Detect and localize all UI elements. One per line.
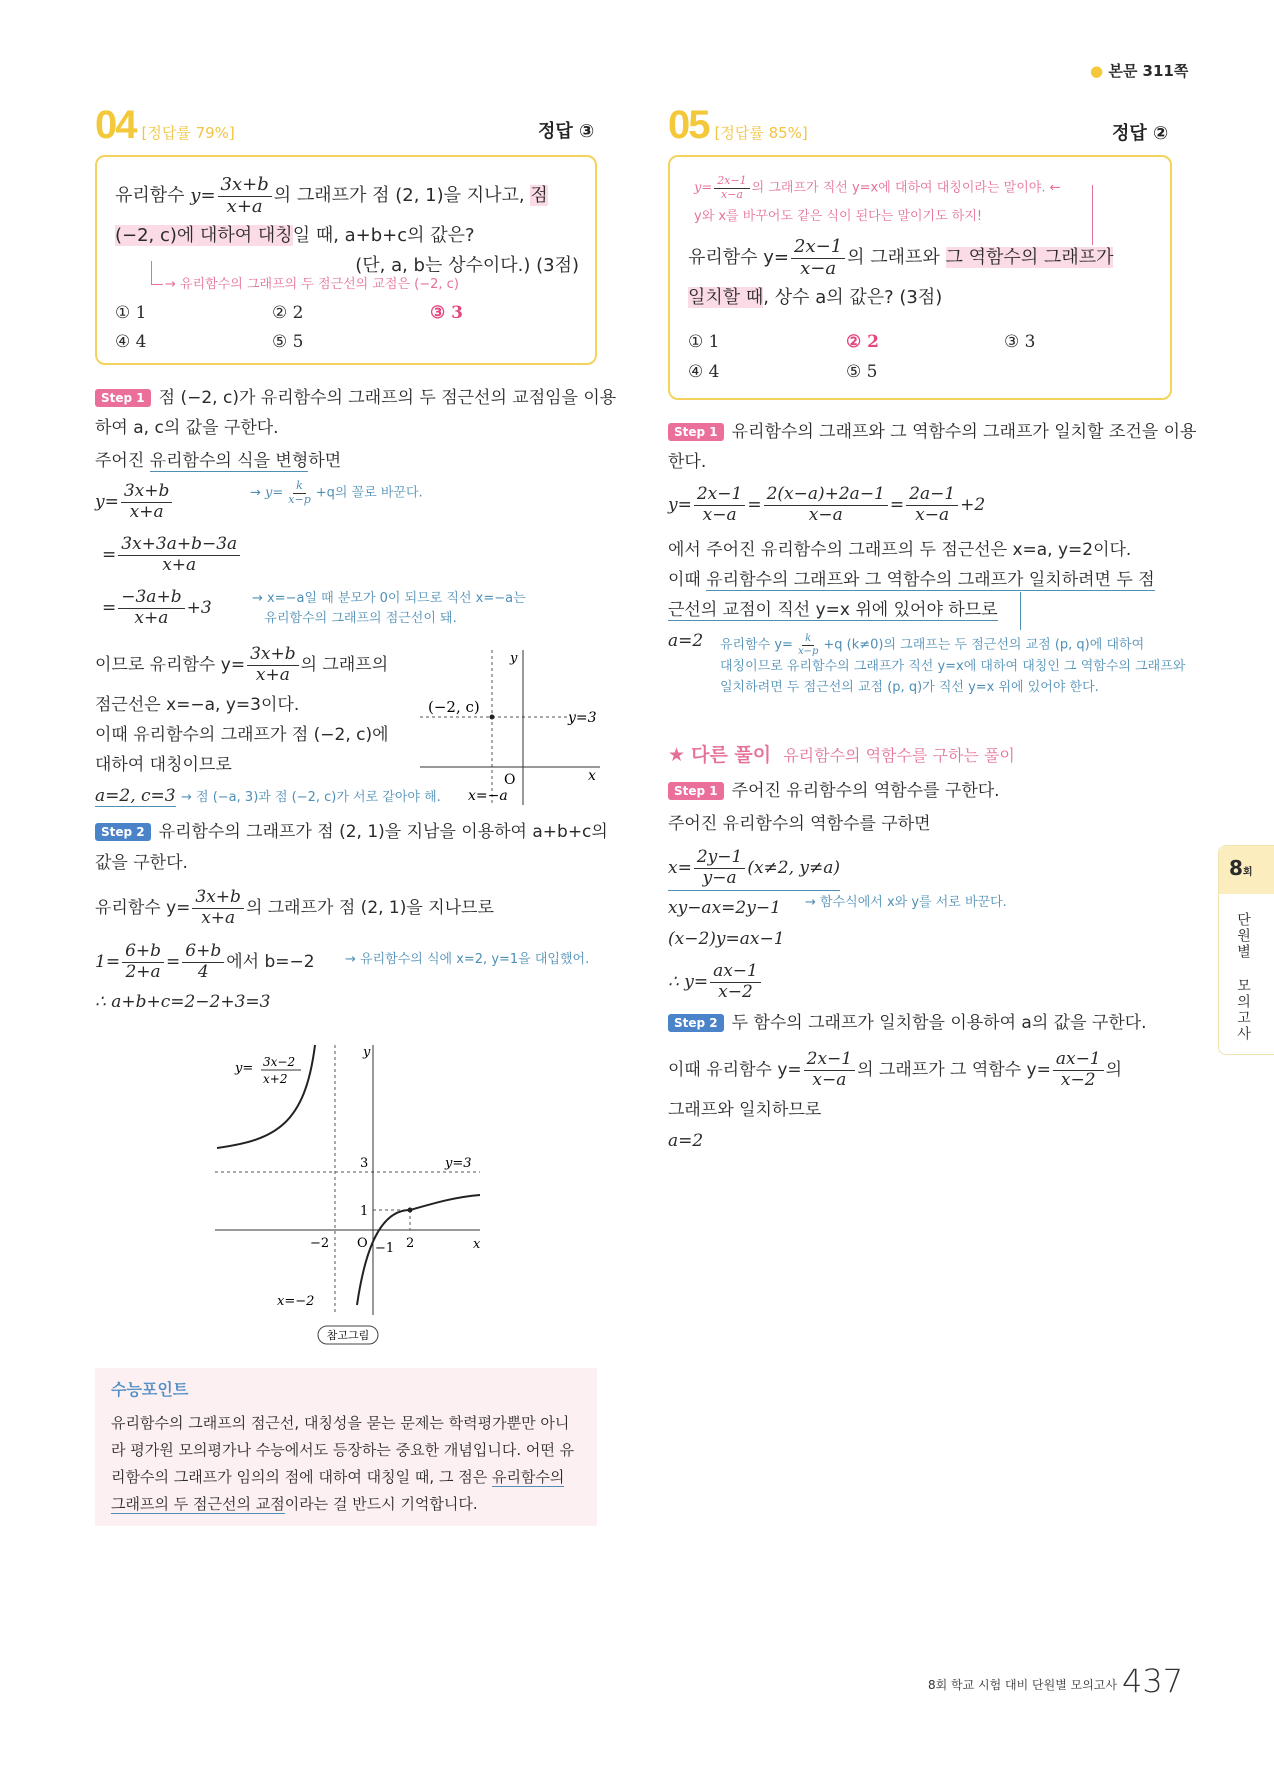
- sol04-line3: 점근선은 x=−a, y=3이다.: [95, 695, 300, 715]
- center-point: [490, 715, 495, 720]
- func-label: y=: [235, 1061, 254, 1076]
- correct-rate: [정답률 79%]: [141, 124, 235, 142]
- eq1: y= $\frac{3x+b}{x+a}$: [95, 482, 174, 522]
- alt-line4: (x−2)y=ax−1: [668, 929, 785, 949]
- sol04-note1: → y= $\frac{k}{x-p}$ +q의 꼴로 바꾼다.: [250, 479, 423, 506]
- q05-header: [668, 103, 808, 148]
- q04-line1: 유리함수 y= $\frac{3x+b}{x+a}$ 의 그래프가 점 (2, 1)을 지나고, 점: [115, 174, 548, 217]
- sol04-step1-cont: 하여 a, c의 값을 구한다.: [95, 418, 279, 438]
- sol05-line4: a=2: [668, 631, 704, 651]
- sol04-line4: 이때 유리함수의 그래프가 점 (−2, c)에: [95, 725, 389, 745]
- circle-icon: ●: [1090, 62, 1104, 80]
- xa-label: x=−a: [468, 788, 508, 804]
- sol04-line9: ∴ a+b+c=2−2+3=3: [95, 992, 271, 1012]
- alt-line2: x= $\frac{2y-1}{y-a}$ (x≠2, y≠a): [668, 848, 840, 891]
- alt-step1: Step 1 주어진 유리함수의 역함수를 구한다.: [668, 781, 1000, 801]
- reference-graph: [205, 1040, 495, 1350]
- sol04-line5: 대하여 대칭이므로: [95, 755, 232, 775]
- q04-line2: (−2, c)에 대하여 대칭일 때, a+b+c의 값은?: [115, 225, 475, 246]
- question-number: 05: [668, 103, 709, 147]
- point-label: (−2, c): [428, 698, 480, 716]
- page-number: 437: [1122, 1662, 1184, 1700]
- tab-label: 단원별 모의고사: [1235, 912, 1251, 1042]
- tick-1: 1: [360, 1204, 369, 1219]
- sol05-line3: 근선의 교점이 직선 y=x 위에 있어야 하므로: [668, 600, 998, 620]
- alt-line7: 그래프와 일치하므로: [668, 1100, 822, 1120]
- q04-header: [95, 103, 235, 148]
- x-axis-label: x: [473, 1237, 481, 1252]
- sol04-step2-cont: 값을 구한다.: [95, 853, 188, 873]
- sol05-step1: Step 1 유리함수의 그래프와 그 역함수의 그래프가 일치할 조건을 이용: [668, 422, 1196, 442]
- answer-label: 정답 ②: [1112, 123, 1169, 144]
- sol05-line2: 이때 유리함수의 그래프와 그 역함수의 그래프가 일치하려면 두 점: [668, 570, 1155, 590]
- alt-step2: Step 2 두 함수의 그래프가 일치함을 이용하여 a의 값을 구한다.: [668, 1013, 1147, 1033]
- q05-box: [668, 155, 1172, 400]
- tick-2: 2: [406, 1236, 415, 1251]
- x-axis-label: x: [588, 768, 596, 784]
- q05-line2: 일치할 때, 상수 a의 값은? (3점): [688, 287, 943, 308]
- sol04-step1: Step 1 점 (−2, c)가 유리함수의 그래프의 두 점근선의 교점임을 이용: [95, 388, 616, 408]
- eq2: = $\frac{3x+3a+b-3a}{x+a}$: [102, 535, 242, 575]
- tab-unit: 회: [1242, 867, 1253, 878]
- choice-1[interactable]: ① 1: [688, 332, 720, 352]
- alt-note: → 함수식에서 x와 y를 서로 바꾼다.: [805, 895, 1007, 910]
- tick-minus2: −2: [310, 1236, 330, 1251]
- sol04-note2: → x=−a일 때 분모가 0이 되므로 직선 x=−a는 유리함수의 그래프의 점근선이 돼.: [252, 591, 526, 626]
- page-reference: [1090, 60, 1188, 81]
- sol05-line1: 에서 주어진 유리함수의 그래프의 두 점근선은 x=a, y=2이다.: [668, 540, 1132, 560]
- graph-caption: 참고그림: [326, 1329, 370, 1342]
- q04-annotation: → 유리함수의 그래프의 두 점근선의 교점은 (−2, c): [165, 277, 459, 293]
- choice-3[interactable]: ③ 3: [1004, 332, 1036, 352]
- point-2-1: [408, 1208, 413, 1213]
- sol05-eq1: y= $\frac{2x-1}{x-a}$ = $\frac{2(x-a)+2a-1}{x-a}$ = $\frac{2a-1}{x-a}$ +2: [668, 484, 986, 525]
- correct-rate: [정답률 85%]: [714, 124, 808, 142]
- y-axis-label: y: [510, 651, 518, 666]
- eq3: = $\frac{-3a+b}{x+a}$ +3: [102, 587, 212, 628]
- point-title: 수능포인트: [111, 1380, 189, 1399]
- chapter-side-tab[interactable]: [1218, 845, 1274, 1055]
- q04-box: [95, 155, 597, 365]
- sol04-line1: 주어진 유리함수의 식을 변형하면: [95, 451, 342, 471]
- y-axis-label: y: [363, 1045, 371, 1060]
- choice-4[interactable]: ④ 4: [688, 362, 720, 382]
- alt-line1: 주어진 유리함수의 역함수를 구하면: [668, 814, 931, 834]
- choice-2-checked[interactable]: ② 2: [846, 332, 879, 352]
- q05-annotation2: y와 x를 바꾸어도 같은 식이 된다는 말이기도 하지!: [694, 209, 983, 224]
- q05-annotation1: y= $\frac{2x-1}{x-a}$ 의 그래프가 직선 y=x에 대하여 대칭이라는 말이야. ←: [694, 174, 1061, 201]
- choice-5[interactable]: ⑤ 5: [846, 362, 878, 382]
- point-body: 유리함수의 그래프의 점근선, 대칭성을 묻는 문제는 학력평가뿐만 아니 라 평가원 모의평가나 수능에서도 등장하는 중요한 개념입니다. 어떤 유 리함수의 그래프가 임의의 점에 대하여 대칭일 때, 그 점은 유리함수의 그래프의 두 점근선의 교점이라는 걸 반드시 기억합니다.: [111, 1414, 575, 1513]
- sol04-line2: 이므로 유리함수 y= $\frac{3x+b}{x+a}$ 의 그래프의: [95, 644, 389, 685]
- suneung-point-box: [95, 1368, 597, 1526]
- alt-line8: a=2: [668, 1131, 704, 1151]
- xm2-label: x=−2: [277, 1294, 315, 1309]
- choice-5[interactable]: ⑤ 5: [272, 332, 304, 352]
- question-number: 04: [95, 103, 136, 147]
- y3-label: y=3: [445, 1156, 472, 1171]
- q05-line1: 유리함수 y= $\frac{2x-1}{x-a}$ 의 그래프와 그 역함수의 그래프가: [688, 236, 1114, 279]
- choice-1[interactable]: ① 1: [115, 303, 147, 323]
- sol04-line8: 1= $\frac{6+b}{2+a}$ = $\frac{6+b}{4}$ 에서 b=−2: [95, 941, 315, 982]
- tab-number: 8: [1229, 856, 1243, 880]
- sol05-note: 유리함수 y= $\frac{k}{x-p}$ +q (k≠0)의 그래프는 두 점근선의 교점 (p, q)에 대하여 대칭이므로 유리함수의 그래프가 직선 y=x에 대하여 대칭인 그 역함수의 그래프와 일치하려면 두 점근선의 교점 (p, q)가 직선 y=x 위에 있어야 한다.: [720, 633, 1186, 695]
- tick-minus1: −1: [375, 1241, 395, 1256]
- choice-4[interactable]: ④ 4: [115, 332, 147, 352]
- func-den: x+2: [263, 1072, 288, 1086]
- sol04-note4: → 유리함수의 식에 x=2, y=1을 대입했어.: [345, 952, 590, 967]
- sol04-line6: a=2, c=3 → 점 (−a, 3)과 점 (−2, c)가 서로 같아야 해.: [95, 786, 441, 806]
- reference-text: 본문 311쪽: [1108, 62, 1189, 80]
- sol04-step2: Step 2 유리함수의 그래프가 점 (2, 1)을 지남을 이용하여 a+b+c의: [95, 822, 608, 842]
- choice-2[interactable]: ② 2: [272, 303, 304, 323]
- choice-3-checked[interactable]: ③ 3: [430, 303, 463, 323]
- alt-line5: ∴ y= $\frac{ax-1}{x-2}$: [668, 962, 763, 1002]
- y3-label: y=3: [568, 710, 597, 726]
- footer-text: 8회 학교 시험 대비 단원별 모의고사: [928, 1678, 1117, 1692]
- tick-3: 3: [360, 1156, 369, 1171]
- alt-solution-header: ★ 다른 풀이 유리함수의 역함수를 구하는 풀이: [668, 744, 1015, 766]
- func-num: 3x−2: [263, 1055, 296, 1069]
- sol05-step1-cont: 한다.: [668, 452, 707, 472]
- origin-label: O: [357, 1236, 368, 1251]
- sol04-line7: 유리함수 y= $\frac{3x+b}{x+a}$ 의 그래프가 점 (2, 1)을 지나므로: [95, 887, 494, 928]
- star-icon: ★: [668, 744, 686, 766]
- origin-label: O: [504, 772, 516, 788]
- alt-line6: 이때 유리함수 y= $\frac{2x-1}{x-a}$ 의 그래프가 그 역함수 y= $\frac{ax-1}{x-2}$ 의: [668, 1049, 1123, 1090]
- asymptote-graph: [420, 650, 610, 805]
- alt-line3: xy−ax=2y−1: [668, 898, 781, 918]
- q04-condition: (단, a, b는 상수이다.) (3점): [355, 255, 579, 276]
- answer-label: 정답 ③: [538, 121, 595, 142]
